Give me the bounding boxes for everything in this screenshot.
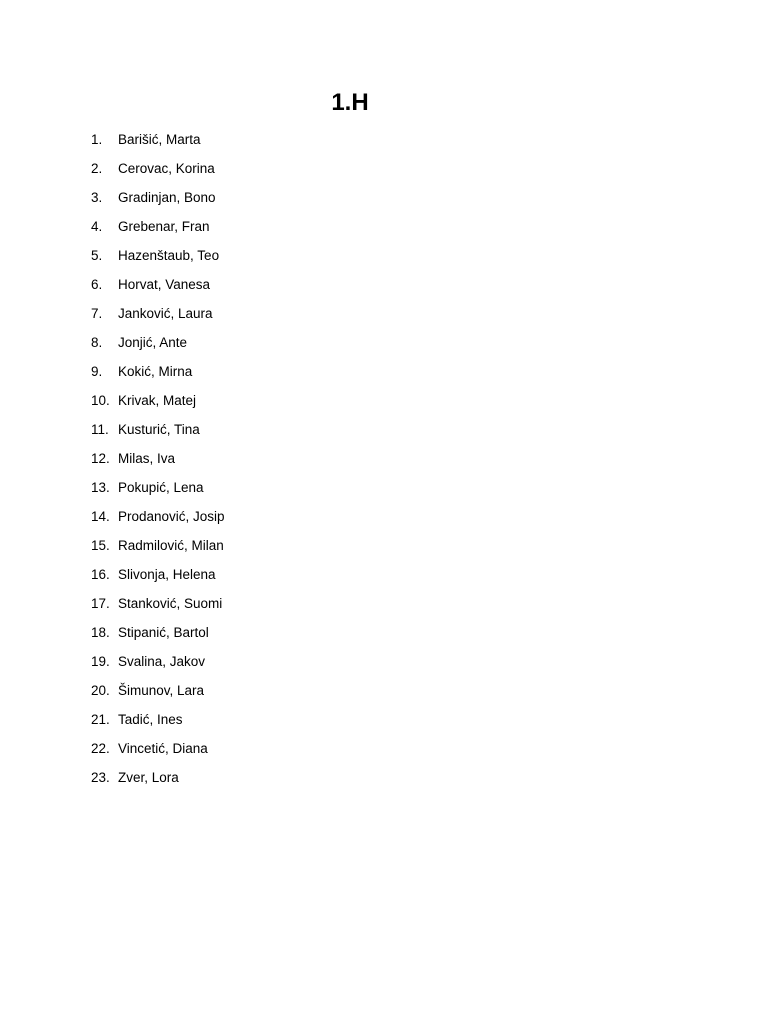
list-item-number: 6. [91,277,103,292]
list-item-number: 19. [91,654,110,669]
list-item-number: 13. [91,480,110,495]
list-item [91,710,225,739]
list-item-name: Grebenar, Fran [118,219,210,234]
list-item [91,507,225,536]
student-list [91,130,225,797]
list-item-name: Tadić, Ines [118,712,183,727]
list-item-name: Pokupić, Lena [118,480,204,495]
list-item-name: Stipanić, Bartol [118,625,209,640]
list-item-name: Radmilović, Milan [118,538,224,553]
list-item-name: Kokić, Mirna [118,364,193,379]
list-item [91,652,225,681]
list-item [91,217,225,246]
list-item-name: Milas, Iva [118,451,176,466]
list-item-number: 2. [91,161,103,176]
list-item [91,768,225,797]
list-item-number: 17. [91,596,110,611]
list-item-number: 4. [91,219,103,234]
list-item [91,739,225,768]
list-item-number: 7. [91,306,103,321]
list-item-name: Gradinjan, Bono [118,190,216,205]
list-item [91,623,225,652]
list-item [91,449,225,478]
list-item [91,246,225,275]
list-item [91,594,225,623]
list-item-number: 14. [91,509,110,524]
list-item [91,420,225,449]
list-item-name: Svalina, Jakov [118,654,206,669]
list-item-name: Slivonja, Helena [118,567,216,582]
list-item-number: 20. [91,683,110,698]
list-item-name: Janković, Laura [118,306,213,321]
list-item [91,536,225,565]
list-item [91,565,225,594]
list-item-number: 23. [91,770,110,785]
list-item-number: 10. [91,393,110,408]
list-item-number: 16. [91,567,110,582]
list-item-number: 9. [91,364,103,379]
list-item-name: Hazenštaub, Teo [118,248,220,263]
list-item-number: 3. [91,190,103,205]
list-item-name: Jonjić, Ante [118,335,188,350]
list-item-name: Zver, Lora [118,770,179,785]
list-item-number: 1. [91,132,103,147]
list-item-name: Barišić, Marta [118,132,201,147]
list-item-number: 5. [91,248,103,263]
list-item [91,188,225,217]
list-item-number: 22. [91,741,110,756]
list-item-number: 18. [91,625,110,640]
list-item [91,333,225,362]
list-item-name: Prodanović, Josip [118,509,225,524]
list-item [91,681,225,710]
list-item-number: 12. [91,451,110,466]
list-item [91,304,225,333]
list-item [91,478,225,507]
list-item-number: 15. [91,538,110,553]
list-item-name: Stanković, Suomi [118,596,223,611]
list-item-name: Cerovac, Korina [118,161,215,176]
list-item-name: Vincetić, Diana [118,741,208,756]
page-title: 1.H [331,89,369,116]
list-item-name: Krivak, Matej [118,393,197,408]
list-item [91,391,225,420]
list-item [91,275,225,304]
list-item-name: Horvat, Vanesa [118,277,211,292]
list-item-number: 11. [91,422,109,437]
list-item [91,130,225,159]
list-item-number: 8. [91,335,103,350]
list-item-name: Kusturić, Tina [118,422,200,437]
list-item-name: Šimunov, Lara [118,683,205,698]
list-item [91,362,225,391]
list-item [91,159,225,188]
list-item-number: 21. [91,712,110,727]
